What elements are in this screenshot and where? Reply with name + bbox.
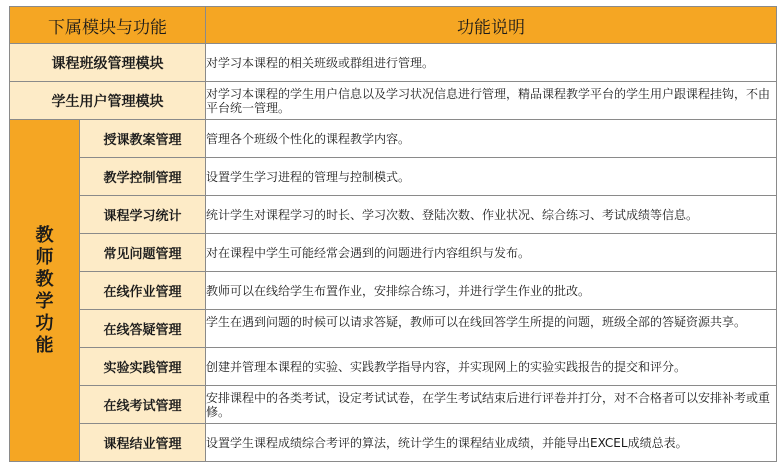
desc-text: 对学习本课程的相关班级或群组进行管理。 bbox=[206, 55, 435, 70]
desc-text: 对在课程中学生可能经常会遇到的问题进行内容组织与发布。 bbox=[206, 245, 531, 260]
teacher-group-label bbox=[10, 120, 80, 462]
sub-desc bbox=[206, 272, 777, 310]
desc-text: 统计学生对课程学习的时长、学习次数、登陆次数、作业状况、综合练习、考试成绩等信息。 bbox=[206, 207, 699, 222]
sub-desc bbox=[206, 386, 777, 424]
sub-name: 实验实践管理 bbox=[80, 348, 206, 386]
header-description: 功能说明 bbox=[206, 7, 777, 44]
header-module: 下属模块与功能 bbox=[10, 7, 206, 44]
sub-name: 课程学习统计 bbox=[80, 196, 206, 234]
sub-name: 教学控制管理 bbox=[80, 158, 206, 196]
sub-desc bbox=[206, 158, 777, 196]
module-name-class: 课程班级管理模块 bbox=[10, 44, 206, 82]
sub-name: 课程结业管理 bbox=[80, 424, 206, 462]
module-function-table bbox=[9, 6, 777, 462]
desc-text: 设置学生学习进程的管理与控制模式。 bbox=[206, 169, 411, 184]
sub-name: 常见问题管理 bbox=[80, 234, 206, 272]
desc-text: 管理各个班级个性化的课程教学内容。 bbox=[206, 131, 411, 146]
sub-desc bbox=[206, 196, 777, 234]
sub-desc bbox=[206, 310, 777, 348]
sub-name: 在线考试管理 bbox=[80, 386, 206, 424]
module-desc-class bbox=[206, 44, 777, 82]
desc-text: 设置学生课程成绩综合考评的算法，统计学生的课程结业成绩，并能导出EXCEL成绩总表。 bbox=[206, 435, 688, 450]
sub-desc bbox=[206, 424, 777, 462]
sub-name: 授课教案管理 bbox=[80, 120, 206, 158]
sub-name: 在线作业管理 bbox=[80, 272, 206, 310]
module-name-student: 学生用户管理模块 bbox=[10, 82, 206, 120]
teacher-group-text: 教师教学功能 bbox=[35, 224, 54, 356]
sub-desc bbox=[206, 120, 777, 158]
sub-name: 在线答疑管理 bbox=[80, 310, 206, 348]
module-desc-student bbox=[206, 82, 777, 120]
desc-text: 安排课程中的各类考试，设定考试试卷，在学生考试结束后进行评卷并打分，对不合格者可以安排补考或重修。 bbox=[206, 390, 771, 419]
desc-text: 学生在遇到问题的时候可以请求答疑，教师可以在线回答学生所提的问题，班级全部的答疑资源共享。 bbox=[206, 314, 747, 329]
sub-desc bbox=[206, 348, 777, 386]
desc-text: 对学习本课程的学生用户信息以及学习状况信息进行管理，精品课程教学平台的学生用户跟课程挂钩，不由平台统一管理。 bbox=[206, 86, 771, 115]
desc-text: 教师可以在线给学生布置作业，安排综合练习，并进行学生作业的批改。 bbox=[206, 283, 591, 298]
sub-desc bbox=[206, 234, 777, 272]
desc-text: 创建并管理本课程的实验、实践教学指导内容，并实现网上的实验实践报告的提交和评分。 bbox=[206, 359, 687, 374]
